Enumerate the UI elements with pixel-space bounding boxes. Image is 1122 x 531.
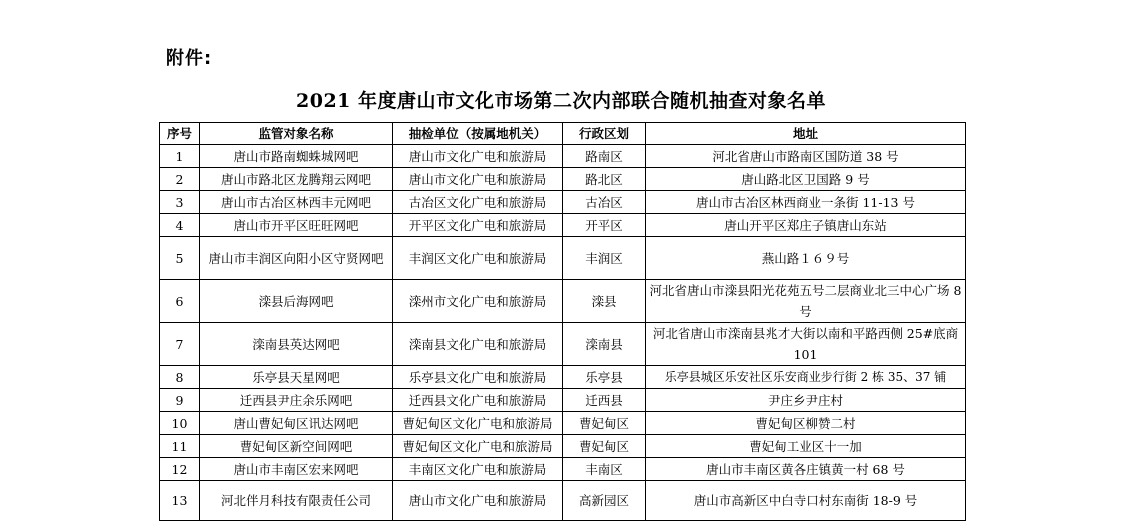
cell-address: 河北省唐山市滦南县兆才大街以南和平路西侧 25#底商 101 [646,323,966,366]
cell-unit: 滦州市文化广电和旅游局 [393,280,563,323]
cell-district: 滦南县 [563,323,646,366]
cell-name: 滦南县英达网吧 [200,323,393,366]
cell-no: 13 [160,481,200,521]
cell-name: 唐山市古冶区林西丰元网吧 [200,191,393,214]
cell-district: 滦县 [563,280,646,323]
cell-no: 12 [160,458,200,481]
cell-no: 1 [160,145,200,168]
header-address: 地址 [646,123,966,145]
cell-address: 唐山市高新区中白寺口村东南街 18-9 号 [646,481,966,521]
table-row [160,168,966,191]
cell-name: 滦县后海网吧 [200,280,393,323]
cell-name: 迁西县尹庄余乐网吧 [200,389,393,412]
cell-no: 6 [160,280,200,323]
cell-unit: 唐山市文化广电和旅游局 [393,145,563,168]
table-row [160,389,966,412]
cell-name: 唐山市路北区龙腾翔云网吧 [200,168,393,191]
cell-address: 河北省唐山市路南区国防道 38 号 [646,145,966,168]
cell-address: 乐亭县城区乐安社区乐安商业步行街 2 栋 35、37 铺 [646,366,966,389]
header-district: 行政区划 [563,123,646,145]
cell-no: 10 [160,412,200,435]
table-row [160,237,966,280]
cell-district: 路北区 [563,168,646,191]
cell-name: 乐亭县天星网吧 [200,366,393,389]
cell-unit: 开平区文化广电和旅游局 [393,214,563,237]
cell-no: 3 [160,191,200,214]
cell-address: 曹妃甸区柳赞二村 [646,412,966,435]
header-name: 监管对象名称 [200,123,393,145]
cell-address: 曹妃甸工业区十一加 [646,435,966,458]
cell-unit: 丰润区文化广电和旅游局 [393,237,563,280]
cell-name: 曹妃甸区新空间网吧 [200,435,393,458]
cell-address: 唐山市古冶区林西商业一条街 11-13 号 [646,191,966,214]
cell-district: 丰润区 [563,237,646,280]
cell-no: 8 [160,366,200,389]
cell-address: 唐山市丰南区黄各庄镇黄一村 68 号 [646,458,966,481]
cell-address: 唐山开平区郑庄子镇唐山东站 [646,214,966,237]
cell-unit: 古冶区文化广电和旅游局 [393,191,563,214]
cell-address: 唐山路北区卫国路 9 号 [646,168,966,191]
table-row [160,435,966,458]
cell-unit: 曹妃甸区文化广电和旅游局 [393,435,563,458]
cell-unit: 曹妃甸区文化广电和旅游局 [393,412,563,435]
table-row [160,481,966,521]
attachment-label: 附件: [166,48,213,69]
cell-address: 尹庄乡尹庄村 [646,389,966,412]
document-title: 2021 年度唐山市文化市场第二次内部联合随机抽查对象名单 [296,90,826,112]
cell-district: 高新园区 [563,481,646,521]
table-row [160,366,966,389]
cell-district: 迁西县 [563,389,646,412]
cell-no: 2 [160,168,200,191]
cell-district: 曹妃甸区 [563,435,646,458]
table-header-row [160,123,966,145]
cell-unit: 乐亭县文化广电和旅游局 [393,366,563,389]
header-unit: 抽检单位（按属地机关） [393,123,563,145]
table-row [160,280,966,323]
cell-name: 河北伴月科技有限责任公司 [200,481,393,521]
cell-district: 曹妃甸区 [563,412,646,435]
cell-unit: 唐山市文化广电和旅游局 [393,168,563,191]
cell-no: 4 [160,214,200,237]
cell-district: 古冶区 [563,191,646,214]
header-no: 序号 [160,123,200,145]
cell-no: 5 [160,237,200,280]
cell-address: 河北省唐山市滦县阳光花苑五号二层商业北三中心广场 8 号 [646,280,966,323]
cell-name: 唐山市丰润区向阳小区守贤网吧 [200,237,393,280]
table-row [160,323,966,366]
cell-unit: 滦南县文化广电和旅游局 [393,323,563,366]
table-row [160,191,966,214]
cell-district: 丰南区 [563,458,646,481]
cell-no: 7 [160,323,200,366]
cell-name: 唐山市开平区旺旺网吧 [200,214,393,237]
cell-district: 开平区 [563,214,646,237]
cell-name: 唐山市路南蜘蛛城网吧 [200,145,393,168]
cell-district: 路南区 [563,145,646,168]
cell-no: 9 [160,389,200,412]
table-row [160,412,966,435]
cell-unit: 迁西县文化广电和旅游局 [393,389,563,412]
table-row [160,214,966,237]
cell-district: 乐亭县 [563,366,646,389]
cell-name: 唐山曹妃甸区讯达网吧 [200,412,393,435]
table-row [160,145,966,168]
cell-no: 11 [160,435,200,458]
cell-name: 唐山市丰南区宏来网吧 [200,458,393,481]
table-row [160,458,966,481]
cell-unit: 丰南区文化广电和旅游局 [393,458,563,481]
inspection-table [159,122,966,521]
cell-unit: 唐山市文化广电和旅游局 [393,481,563,521]
cell-address: 燕山路１６９号 [646,237,966,280]
